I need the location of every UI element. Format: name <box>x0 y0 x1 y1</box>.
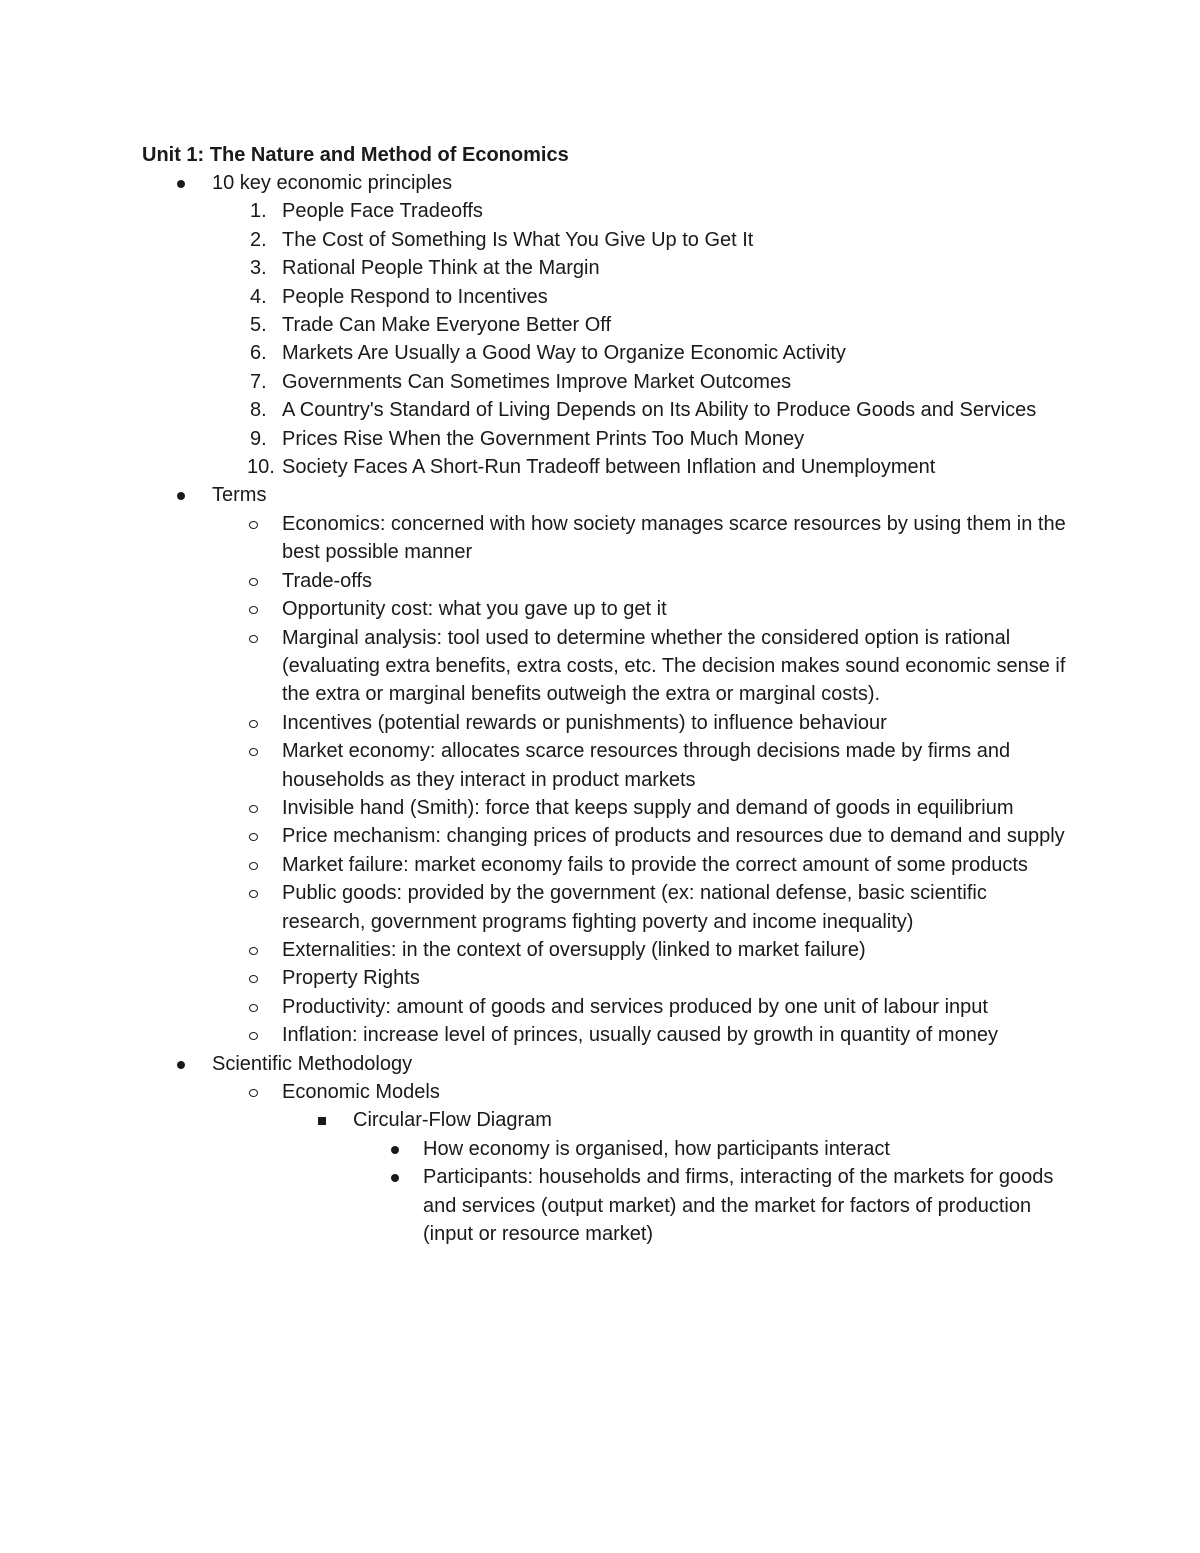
bullet-icon <box>391 1174 399 1182</box>
term-text: Opportunity cost: what you gave up to get it <box>282 598 667 621</box>
term-item <box>0 993 1072 1021</box>
circular-flow-item <box>0 1163 1073 1248</box>
hollow-bullet-icon <box>249 720 258 728</box>
principles-heading: 10 key economic principles <box>212 172 453 194</box>
principles-list <box>212 197 1072 481</box>
circular-flow-list <box>353 1135 1073 1249</box>
circular-flow-heading: Circular-Flow Diagram <box>353 1109 552 1132</box>
principle-text: Prices Rise When the Government Prints Too Much Money <box>282 427 805 450</box>
term-text: Price mechanism: changing prices of products and resources due to demand and supply <box>282 825 1065 848</box>
economic-models-heading: Economic Models <box>282 1081 440 1103</box>
principle-text: The Cost of Something Is What You Give Up to Get It <box>282 228 754 251</box>
principle-text: Trade Can Make Everyone Better Off <box>282 314 612 337</box>
methodology-heading: Scientific Methodology <box>212 1052 413 1075</box>
hollow-bullet-icon <box>249 833 258 841</box>
term-text: Economics: concerned with how society manages scarce resources by using them in the best possible manner <box>282 512 1066 564</box>
principle-number: 4. <box>250 285 267 308</box>
principle-text: People Respond to Incentives <box>282 285 548 308</box>
hollow-bullet-icon <box>249 748 258 756</box>
principle-item <box>0 453 1072 481</box>
term-item <box>0 567 1072 595</box>
terms-list <box>212 510 1072 1050</box>
hollow-bullet-icon <box>249 578 258 586</box>
principle-number: 6. <box>250 342 267 365</box>
hollow-bullet-icon <box>249 975 258 983</box>
circular-flow-text: Participants: households and firms, interacting of the markets for goods and services (output market) and the market for factors of production (input or resource market) <box>423 1166 1054 1246</box>
principle-number: 3. <box>250 257 267 280</box>
term-item <box>0 964 1072 992</box>
list-item-circular-flow <box>0 1106 1073 1248</box>
term-text: Externalities: in the context of oversupply (linked to market failure) <box>282 938 866 961</box>
top-level-list <box>0 169 1200 1248</box>
principle-item <box>0 311 1072 339</box>
term-text: Invisible hand (Smith): force that keeps supply and demand of goods in equilibrium <box>282 796 1014 819</box>
hollow-bullet-icon <box>249 1032 258 1040</box>
bullet-icon <box>177 492 185 500</box>
hollow-bullet-icon <box>249 805 258 813</box>
term-text: Public goods: provided by the government (ex: national defense, basic scientific research, government programs fighting poverty and income inequality) <box>282 882 987 933</box>
principle-item <box>0 339 1072 367</box>
term-item <box>0 510 1072 567</box>
terms-heading: Terms <box>212 484 267 507</box>
hollow-bullet-icon <box>249 862 258 870</box>
term-item <box>0 794 1072 822</box>
economic-models-list <box>282 1106 1072 1248</box>
term-text: Market economy: allocates scarce resources through decisions made by firms and households as they interact in product markets <box>282 740 1011 791</box>
term-item <box>0 737 1072 794</box>
term-text: Inflation: increase level of princes, usually caused by growth in quantity of money <box>282 1024 998 1047</box>
principle-item <box>0 226 1072 254</box>
page-title: Unit 1: The Nature and Method of Economics <box>142 144 569 166</box>
principle-item <box>0 197 1072 225</box>
term-item <box>0 936 1072 964</box>
principle-text: Governments Can Sometimes Improve Market Outcomes <box>282 370 792 393</box>
principle-number: 2. <box>250 228 267 251</box>
principle-item <box>0 368 1072 396</box>
hollow-bullet-icon <box>249 947 258 955</box>
principle-text: A Country's Standard of Living Depends on Its Ability to Produce Goods and Services <box>282 399 1037 422</box>
term-text: Productivity: amount of goods and services produced by one unit of labour input <box>282 995 988 1018</box>
list-item-terms <box>0 481 1072 1049</box>
hollow-bullet-icon <box>249 1089 258 1097</box>
principle-item <box>0 254 1072 282</box>
circular-flow-item <box>0 1135 1073 1163</box>
bullet-icon <box>391 1146 399 1154</box>
bullet-icon <box>177 180 185 188</box>
principle-number: 7. <box>250 370 267 393</box>
principle-number: 5. <box>250 314 267 337</box>
term-item <box>0 879 1072 936</box>
circular-flow-text: How economy is organised, how participants interact <box>423 1137 890 1160</box>
principle-number: 1. <box>250 200 267 223</box>
term-text: Incentives (potential rewards or punishments) to influence behaviour <box>282 711 887 734</box>
bullet-icon <box>177 1061 185 1069</box>
list-item-methodology <box>0 1050 1072 1249</box>
principle-text: People Face Tradeoffs <box>282 200 483 223</box>
principle-item <box>0 396 1072 424</box>
term-text: Property Rights <box>282 967 420 990</box>
principle-text: Markets Are Usually a Good Way to Organize Economic Activity <box>282 342 846 365</box>
term-item <box>0 822 1072 850</box>
term-text: Market failure: market economy fails to provide the correct amount of some products <box>282 853 1028 876</box>
principle-text: Rational People Think at the Margin <box>282 257 600 280</box>
term-item <box>0 709 1072 737</box>
list-item-economic-models <box>0 1078 1072 1248</box>
methodology-list <box>212 1078 1072 1248</box>
term-item <box>0 1021 1072 1049</box>
document-body <box>0 169 1200 1248</box>
term-text: Trade-offs <box>282 569 373 592</box>
hollow-bullet-icon <box>249 521 258 529</box>
hollow-bullet-icon <box>249 606 258 614</box>
principle-number: 9. <box>250 427 267 450</box>
list-item-principles <box>0 169 1072 481</box>
principle-number: 10. <box>247 456 275 479</box>
term-item <box>0 595 1072 623</box>
principle-item <box>0 425 1072 453</box>
hollow-bullet-icon <box>249 890 258 898</box>
term-text: Marginal analysis: tool used to determine whether the considered option is rational (evaluating extra benefits, extra costs, etc. The decision makes sound economic sense if the extra or marginal benefits outweigh the extra or marginal costs). <box>282 626 1066 706</box>
square-bullet-icon <box>318 1117 326 1125</box>
term-item <box>0 851 1072 879</box>
hollow-bullet-icon <box>249 635 258 643</box>
principle-text: Society Faces A Short-Run Tradeoff between Inflation and Unemployment <box>282 456 936 479</box>
principle-number: 8. <box>250 399 267 422</box>
hollow-bullet-icon <box>249 1004 258 1012</box>
term-item <box>0 624 1072 709</box>
principle-item <box>0 283 1072 311</box>
